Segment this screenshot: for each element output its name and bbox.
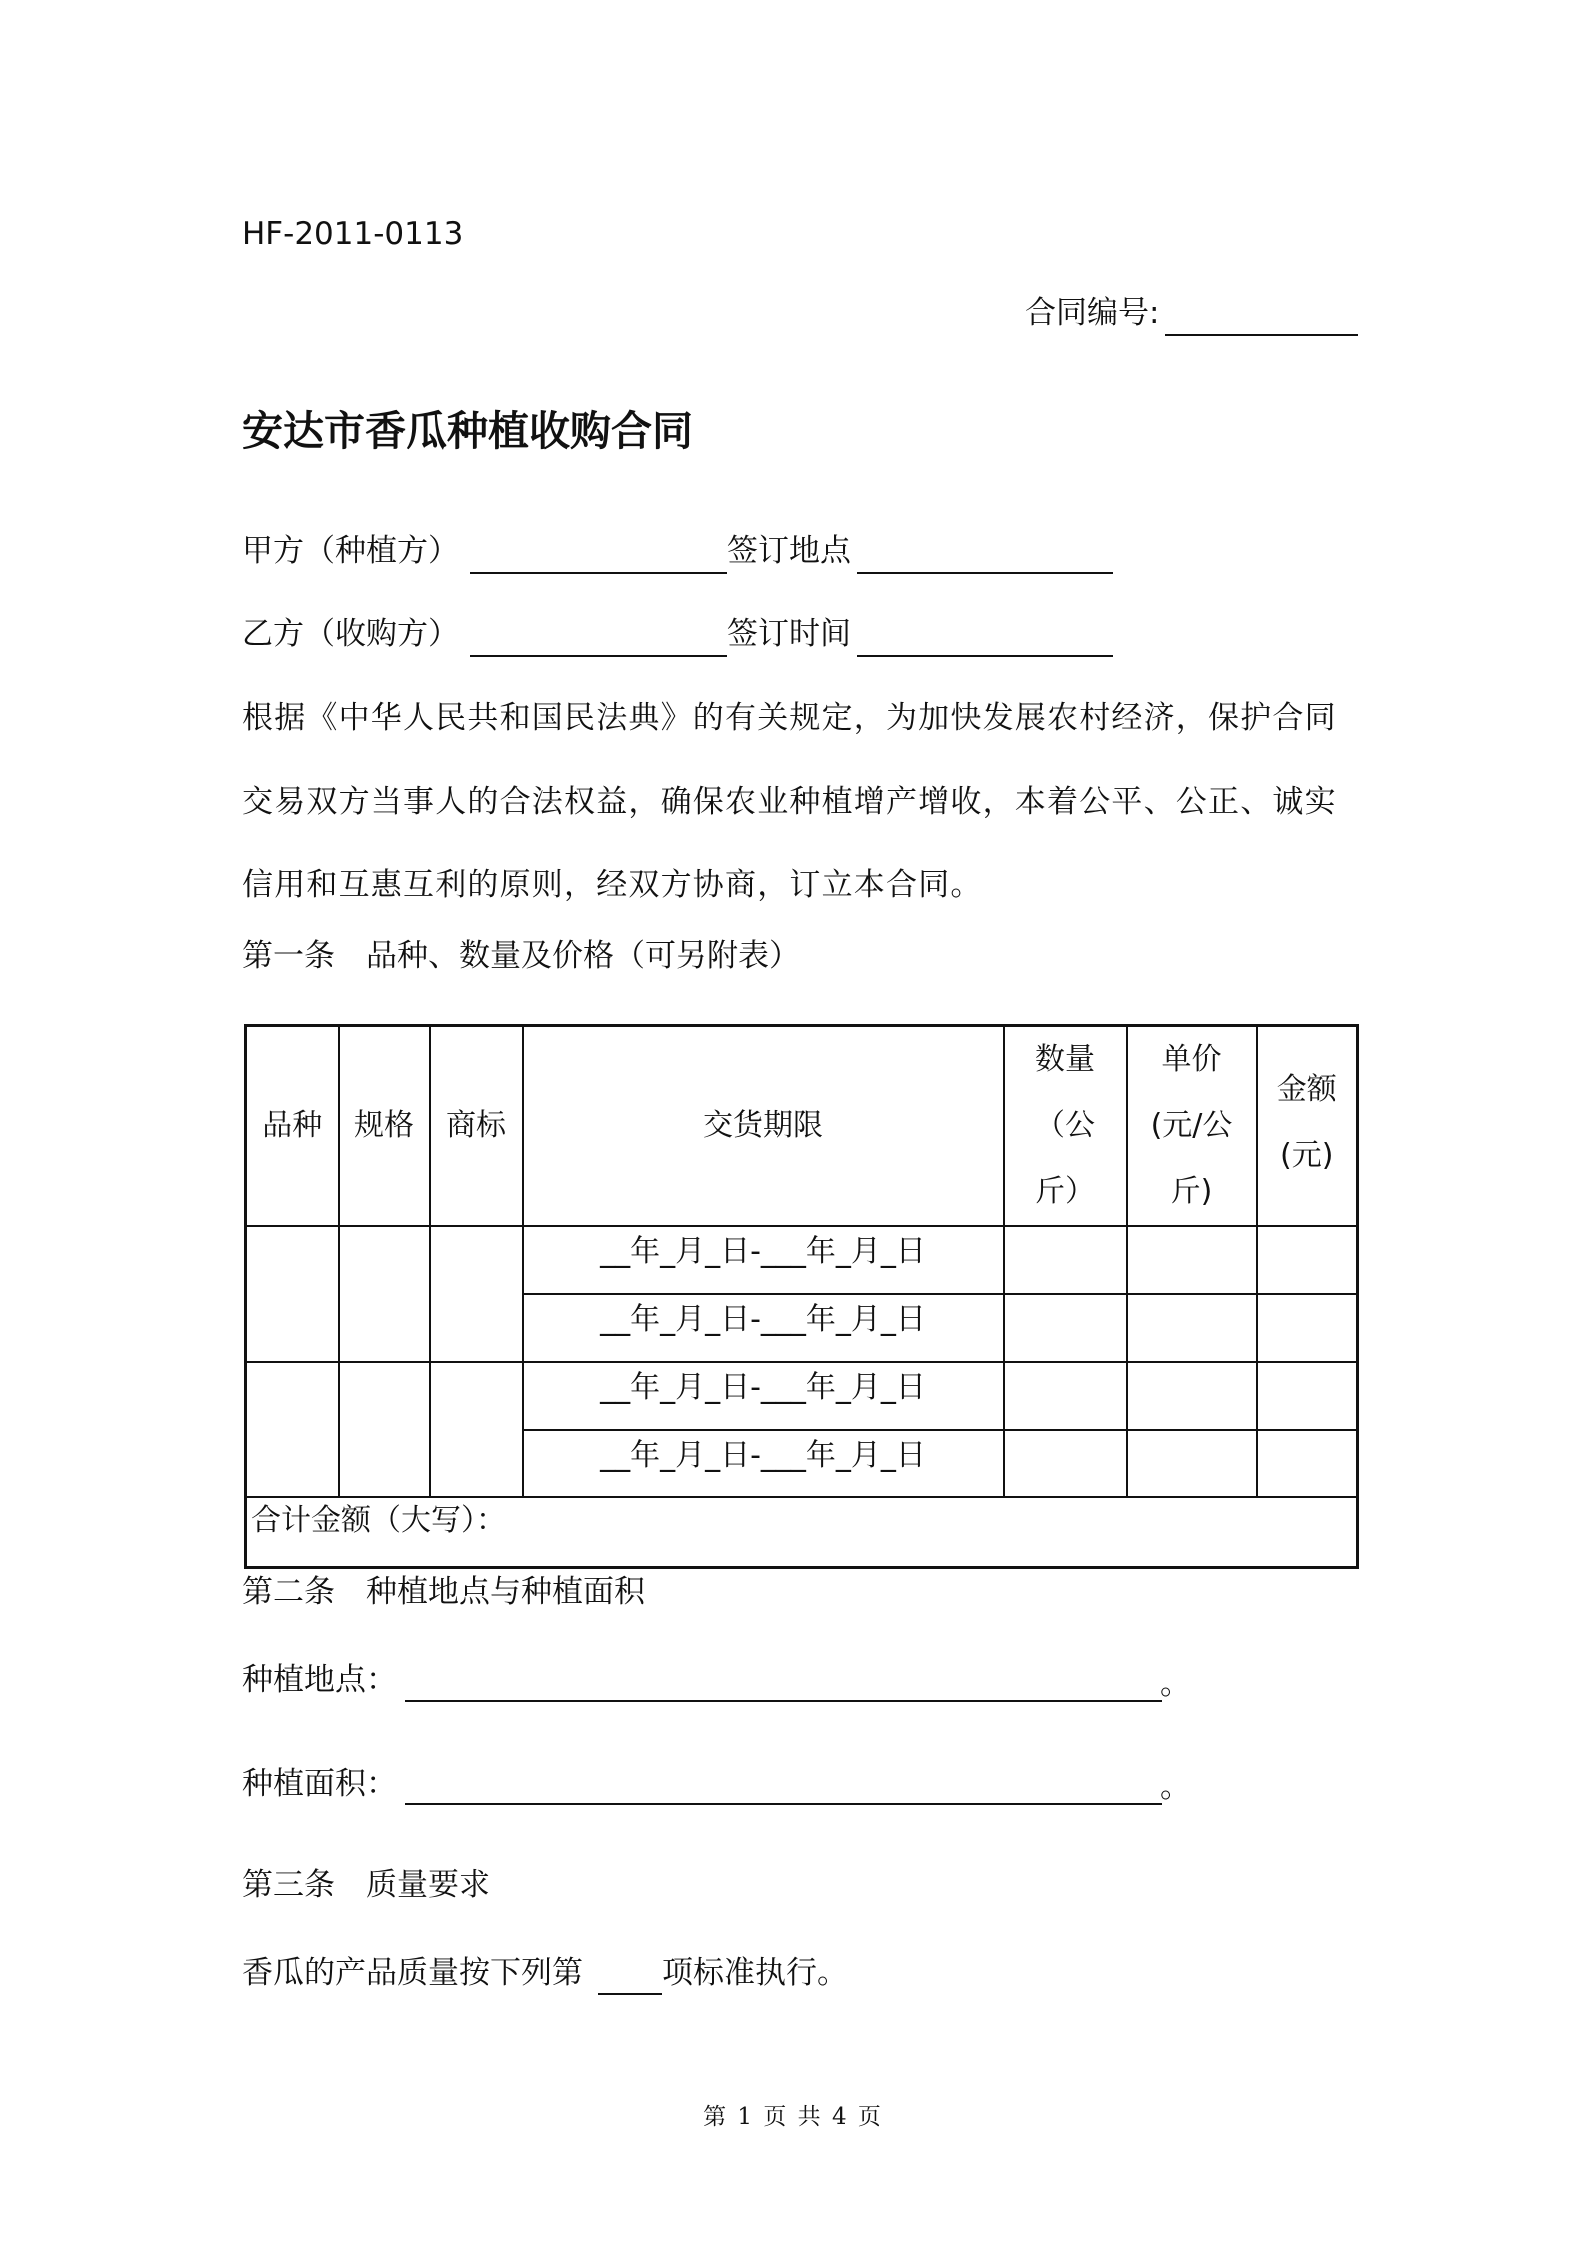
article2-heading: 第二条 种植地点与种植面积 — [242, 1574, 645, 1610]
party-b-field[interactable] — [470, 655, 727, 657]
party-a-label: 甲方（种植方） — [242, 533, 459, 569]
header-amount-line: 金额 — [1276, 1072, 1337, 1107]
header-quantity-line: 斤） — [1035, 1174, 1095, 1209]
cell-unit-price[interactable] — [1127, 1294, 1257, 1362]
header-variety: 品种 — [246, 1026, 339, 1227]
cell-brand[interactable] — [430, 1362, 523, 1497]
document-code: HF-2011-0113 — [242, 216, 464, 252]
header-unit-price-line: 斤) — [1170, 1174, 1213, 1209]
cell-quantity[interactable] — [1004, 1226, 1127, 1294]
table-row — [246, 1362, 1358, 1430]
cell-amount[interactable] — [1257, 1226, 1358, 1294]
header-delivery: 交货期限 — [523, 1026, 1004, 1227]
cell-amount[interactable] — [1257, 1362, 1358, 1430]
header-quantity-line: （公 — [1035, 1108, 1095, 1143]
cell-amount[interactable] — [1257, 1430, 1358, 1497]
cell-delivery-date[interactable]: __年_月_日-___年_月_日 — [523, 1294, 1004, 1362]
quality-text-after: 项标准执行。 — [662, 1955, 848, 1991]
period-mark: 。 — [1160, 1666, 1191, 1702]
header-amount-line: (元) — [1280, 1138, 1334, 1173]
article3-heading: 第三条 质量要求 — [242, 1867, 490, 1903]
cell-unit-price[interactable] — [1127, 1430, 1257, 1497]
cell-quantity[interactable] — [1004, 1430, 1127, 1497]
cell-delivery-date[interactable]: __年_月_日-___年_月_日 — [523, 1430, 1004, 1497]
cell-unit-price[interactable] — [1127, 1226, 1257, 1294]
total-amount-cell[interactable]: 合计金额（大写）： — [246, 1497, 1358, 1567]
contract-number-label: 合同编号: — [1025, 295, 1160, 331]
table-header-row — [246, 1026, 1358, 1227]
party-a-field[interactable] — [470, 572, 727, 574]
header-unit-price-line: (元/公 — [1150, 1108, 1233, 1143]
cell-delivery-date[interactable]: __年_月_日-___年_月_日 — [523, 1362, 1004, 1430]
cell-brand[interactable] — [430, 1226, 523, 1362]
cell-variety[interactable] — [246, 1362, 339, 1497]
planting-location-label: 种植地点： — [242, 1662, 397, 1698]
cell-variety[interactable] — [246, 1226, 339, 1362]
article1-heading: 第一条 品种、数量及价格（可另附表） — [242, 938, 800, 974]
header-quantity-line: 数量 — [1035, 1042, 1095, 1077]
header-unit-price — [1127, 1026, 1257, 1227]
quality-standard-field[interactable] — [598, 1993, 662, 1995]
table-row — [246, 1226, 1358, 1294]
cell-quantity[interactable] — [1004, 1362, 1127, 1430]
header-spec: 规格 — [339, 1026, 430, 1227]
preamble-line: 根据《中华人民共和国民法典》的有关规定，为加快发展农村经济，保护合同 — [242, 700, 1337, 736]
header-quantity — [1004, 1026, 1127, 1227]
header-brand: 商标 — [430, 1026, 523, 1227]
cell-spec[interactable] — [339, 1226, 430, 1362]
price-table — [244, 1024, 1359, 1569]
cell-spec[interactable] — [339, 1362, 430, 1497]
party-b-label: 乙方（收购方） — [242, 616, 459, 652]
page-title: 安达市香瓜种植收购合同 — [242, 407, 693, 455]
preamble-line: 信用和互惠互利的原则，经双方协商，订立本合同。 — [242, 867, 983, 903]
planting-location-field[interactable] — [405, 1700, 1162, 1702]
cell-amount[interactable] — [1257, 1294, 1358, 1362]
header-unit-price-line: 单价 — [1161, 1042, 1222, 1077]
quality-text-before: 香瓜的产品质量按下列第 — [242, 1955, 583, 1991]
period-mark: 。 — [1160, 1769, 1191, 1805]
preamble-line: 交易双方当事人的合法权益，确保农业种植增产增收，本着公平、公正、诚实 — [242, 783, 1337, 820]
header-amount — [1257, 1026, 1358, 1227]
sign-time-label: 签订时间 — [727, 616, 851, 652]
planting-area-field[interactable] — [405, 1803, 1162, 1805]
sign-place-field[interactable] — [857, 572, 1113, 574]
sign-place-label: 签订地点 — [727, 533, 851, 569]
cell-delivery-date[interactable]: __年_月_日-___年_月_日 — [523, 1226, 1004, 1294]
preamble — [242, 677, 1352, 928]
sign-time-field[interactable] — [857, 655, 1113, 657]
planting-area-label: 种植面积： — [242, 1766, 397, 1802]
page-footer: 第 1 页 共 4 页 — [703, 2104, 883, 2130]
cell-unit-price[interactable] — [1127, 1362, 1257, 1430]
table-total-row — [246, 1497, 1358, 1567]
contract-number-field[interactable] — [1165, 334, 1358, 336]
cell-quantity[interactable] — [1004, 1294, 1127, 1362]
